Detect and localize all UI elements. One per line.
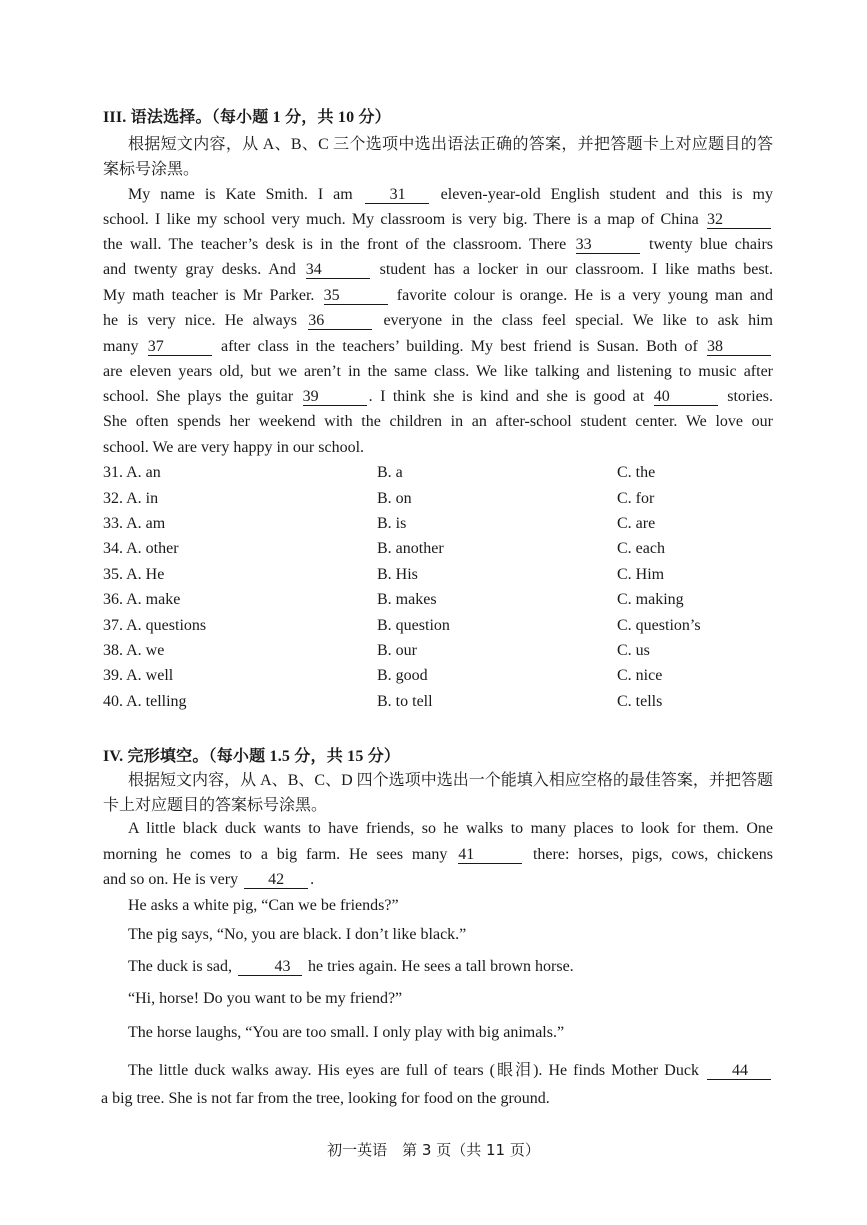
s3-line [103, 312, 773, 330]
option-c: C. are [617, 515, 656, 532]
passage-text: everyone in the class feel special. We like to ask him [374, 312, 774, 329]
passage-text: The horse laughs, “You are too small. I only play with big animals.” [128, 1024, 565, 1041]
answer-blank: 40 [654, 389, 718, 406]
option-c: C. us [617, 642, 650, 659]
passage-text: stories. [719, 388, 773, 405]
s3-line [103, 287, 773, 305]
passage-text: school. I like my school very much. My classroom is very big. There is a map of China [103, 211, 705, 228]
option-c: C. the [617, 464, 656, 481]
passage-text: after class in the teachers’ building. My best friend is Susan. Both of [213, 338, 706, 355]
answer-blank: 37 [148, 339, 212, 356]
passage-text: and so on. He is very [103, 871, 243, 888]
passage-text: morning he comes to a big farm. He sees many [103, 846, 457, 863]
option-b: B. another [377, 540, 444, 557]
option-a: 32. A. in [103, 490, 159, 507]
option-a: 37. A. questions [103, 617, 207, 634]
passage-text: He asks a white pig, “Can we be friends?” [128, 897, 399, 914]
option-a: 39. A. well [103, 667, 174, 684]
answer-blank: 34 [306, 262, 370, 279]
answer-blank: 43 [238, 959, 302, 976]
s3-line [103, 413, 773, 431]
s3-line [103, 236, 773, 254]
option-b: B. question [377, 617, 450, 634]
option-c: C. each [617, 540, 665, 557]
answer-blank: 35 [324, 288, 388, 305]
passage-text: student has a locker in our classroom. I like maths best. [371, 261, 773, 278]
option-a: 36. A. make [103, 591, 181, 608]
passage-text: favorite colour is orange. He is a very young man and [389, 287, 774, 304]
passage-text: . I think she is kind and she is good at [368, 388, 652, 405]
passage-text: . [310, 871, 315, 888]
section-4-instruction: 根据短文内容，从 A、B、C、D 四个选项中选出一个能填入相应空格的最佳答案，并把答题卡上对应题目的答案标号涂黑。 [103, 772, 773, 814]
option-b: B. is [377, 515, 407, 532]
section-3-instruction: 根据短文内容，从 A、B、C 三个选项中选出语法正确的答案，并把答题卡上对应题目的答案标号涂黑。 [103, 136, 773, 178]
passage-text: a big tree. She is not far from the tree, looking for food on the ground. [101, 1090, 550, 1107]
option-b: B. His [377, 566, 418, 583]
answer-blank: 39 [303, 389, 367, 406]
s4-line [103, 820, 773, 838]
section-4-title: IV. 完形填空。（每小题 1.5 分，共 15 分） [103, 748, 401, 765]
passage-text: school. She plays the guitar [103, 388, 301, 405]
option-a: 31. A. an [103, 464, 161, 481]
option-a: 38. A. we [103, 642, 165, 659]
option-a: 40. A. telling [103, 693, 187, 710]
s3-line [103, 186, 773, 204]
option-c: C. nice [617, 667, 663, 684]
s4-line [103, 958, 773, 976]
passage-text: “Hi, horse! Do you want to be my friend?” [128, 990, 403, 1007]
answer-blank: 36 [308, 313, 372, 330]
passage-text: My name is Kate Smith. I am [128, 186, 363, 203]
passage-text: the wall. The teacher’s desk is in the front of the classroom. There [103, 236, 574, 253]
option-b: B. good [377, 667, 428, 684]
s3-line [103, 388, 773, 406]
passage-text: there: horses, pigs, cows, chickens [524, 846, 773, 863]
s4-line [103, 897, 773, 915]
option-c: C. for [617, 490, 655, 507]
passage-text: and twenty gray desks. And [103, 261, 304, 278]
passage-text: twenty blue chairs [641, 236, 774, 253]
answer-blank: 38 [707, 339, 771, 356]
passage-text: The duck is sad, [128, 958, 236, 975]
passage-text: he is very nice. He always [103, 312, 307, 329]
passage-text: The little duck walks away. His eyes are full of tears (眼泪). He finds Mother Duck [128, 1062, 705, 1079]
answer-blank: 42 [244, 872, 308, 889]
s3-line [103, 211, 773, 229]
section-3-title: III. 语法选择。（每小题 1 分，共 10 分） [103, 109, 391, 126]
passage-text: My math teacher is Mr Parker. [103, 287, 322, 304]
passage-text: many [103, 338, 146, 355]
option-b: B. makes [377, 591, 437, 608]
passage-text: eleven-year-old English student and this is my [430, 186, 773, 203]
s4-line [101, 1090, 771, 1108]
s4-line [103, 871, 773, 889]
passage-text: A little black duck wants to have friends, so he walks to many places to look for them. One [128, 820, 773, 837]
s3-line [103, 261, 773, 279]
s3-line [103, 363, 773, 381]
passage-text: are eleven years old, but we aren’t in the same class. We like talking and listening to music after [103, 363, 773, 380]
option-b: B. a [377, 464, 403, 481]
option-c: C. question’s [617, 617, 701, 634]
passage-text: school. We are very happy in our school. [103, 439, 365, 456]
s4-line [103, 990, 773, 1008]
option-a: 33. A. am [103, 515, 166, 532]
option-c: C. making [617, 591, 684, 608]
option-a: 35. A. He [103, 566, 165, 583]
option-c: C. tells [617, 693, 663, 710]
passage-text: he tries again. He sees a tall brown horse. [303, 958, 574, 975]
answer-blank: 44 [707, 1063, 771, 1080]
answer-blank: 31 [365, 187, 429, 204]
option-c: C. Him [617, 566, 665, 583]
s4-line [103, 1057, 773, 1080]
passage-text: She often spends her weekend with the children in an after-school student center. We love our [103, 413, 773, 430]
answer-blank: 32 [707, 212, 771, 229]
answer-blank: 33 [576, 237, 640, 254]
option-b: B. our [377, 642, 417, 659]
s4-line [103, 846, 773, 864]
option-b: B. to tell [377, 693, 433, 710]
s4-line [103, 926, 773, 944]
s4-line [103, 1024, 773, 1042]
passage-text: The pig says, “No, you are black. I don’t like black.” [128, 926, 467, 943]
s3-line [103, 439, 773, 457]
option-b: B. on [377, 490, 412, 507]
page-footer: 初一英语 第 3 页（共 11 页） [327, 1141, 540, 1159]
s3-line [103, 338, 773, 356]
answer-blank: 41 [458, 847, 522, 864]
option-a: 34. A. other [103, 540, 179, 557]
